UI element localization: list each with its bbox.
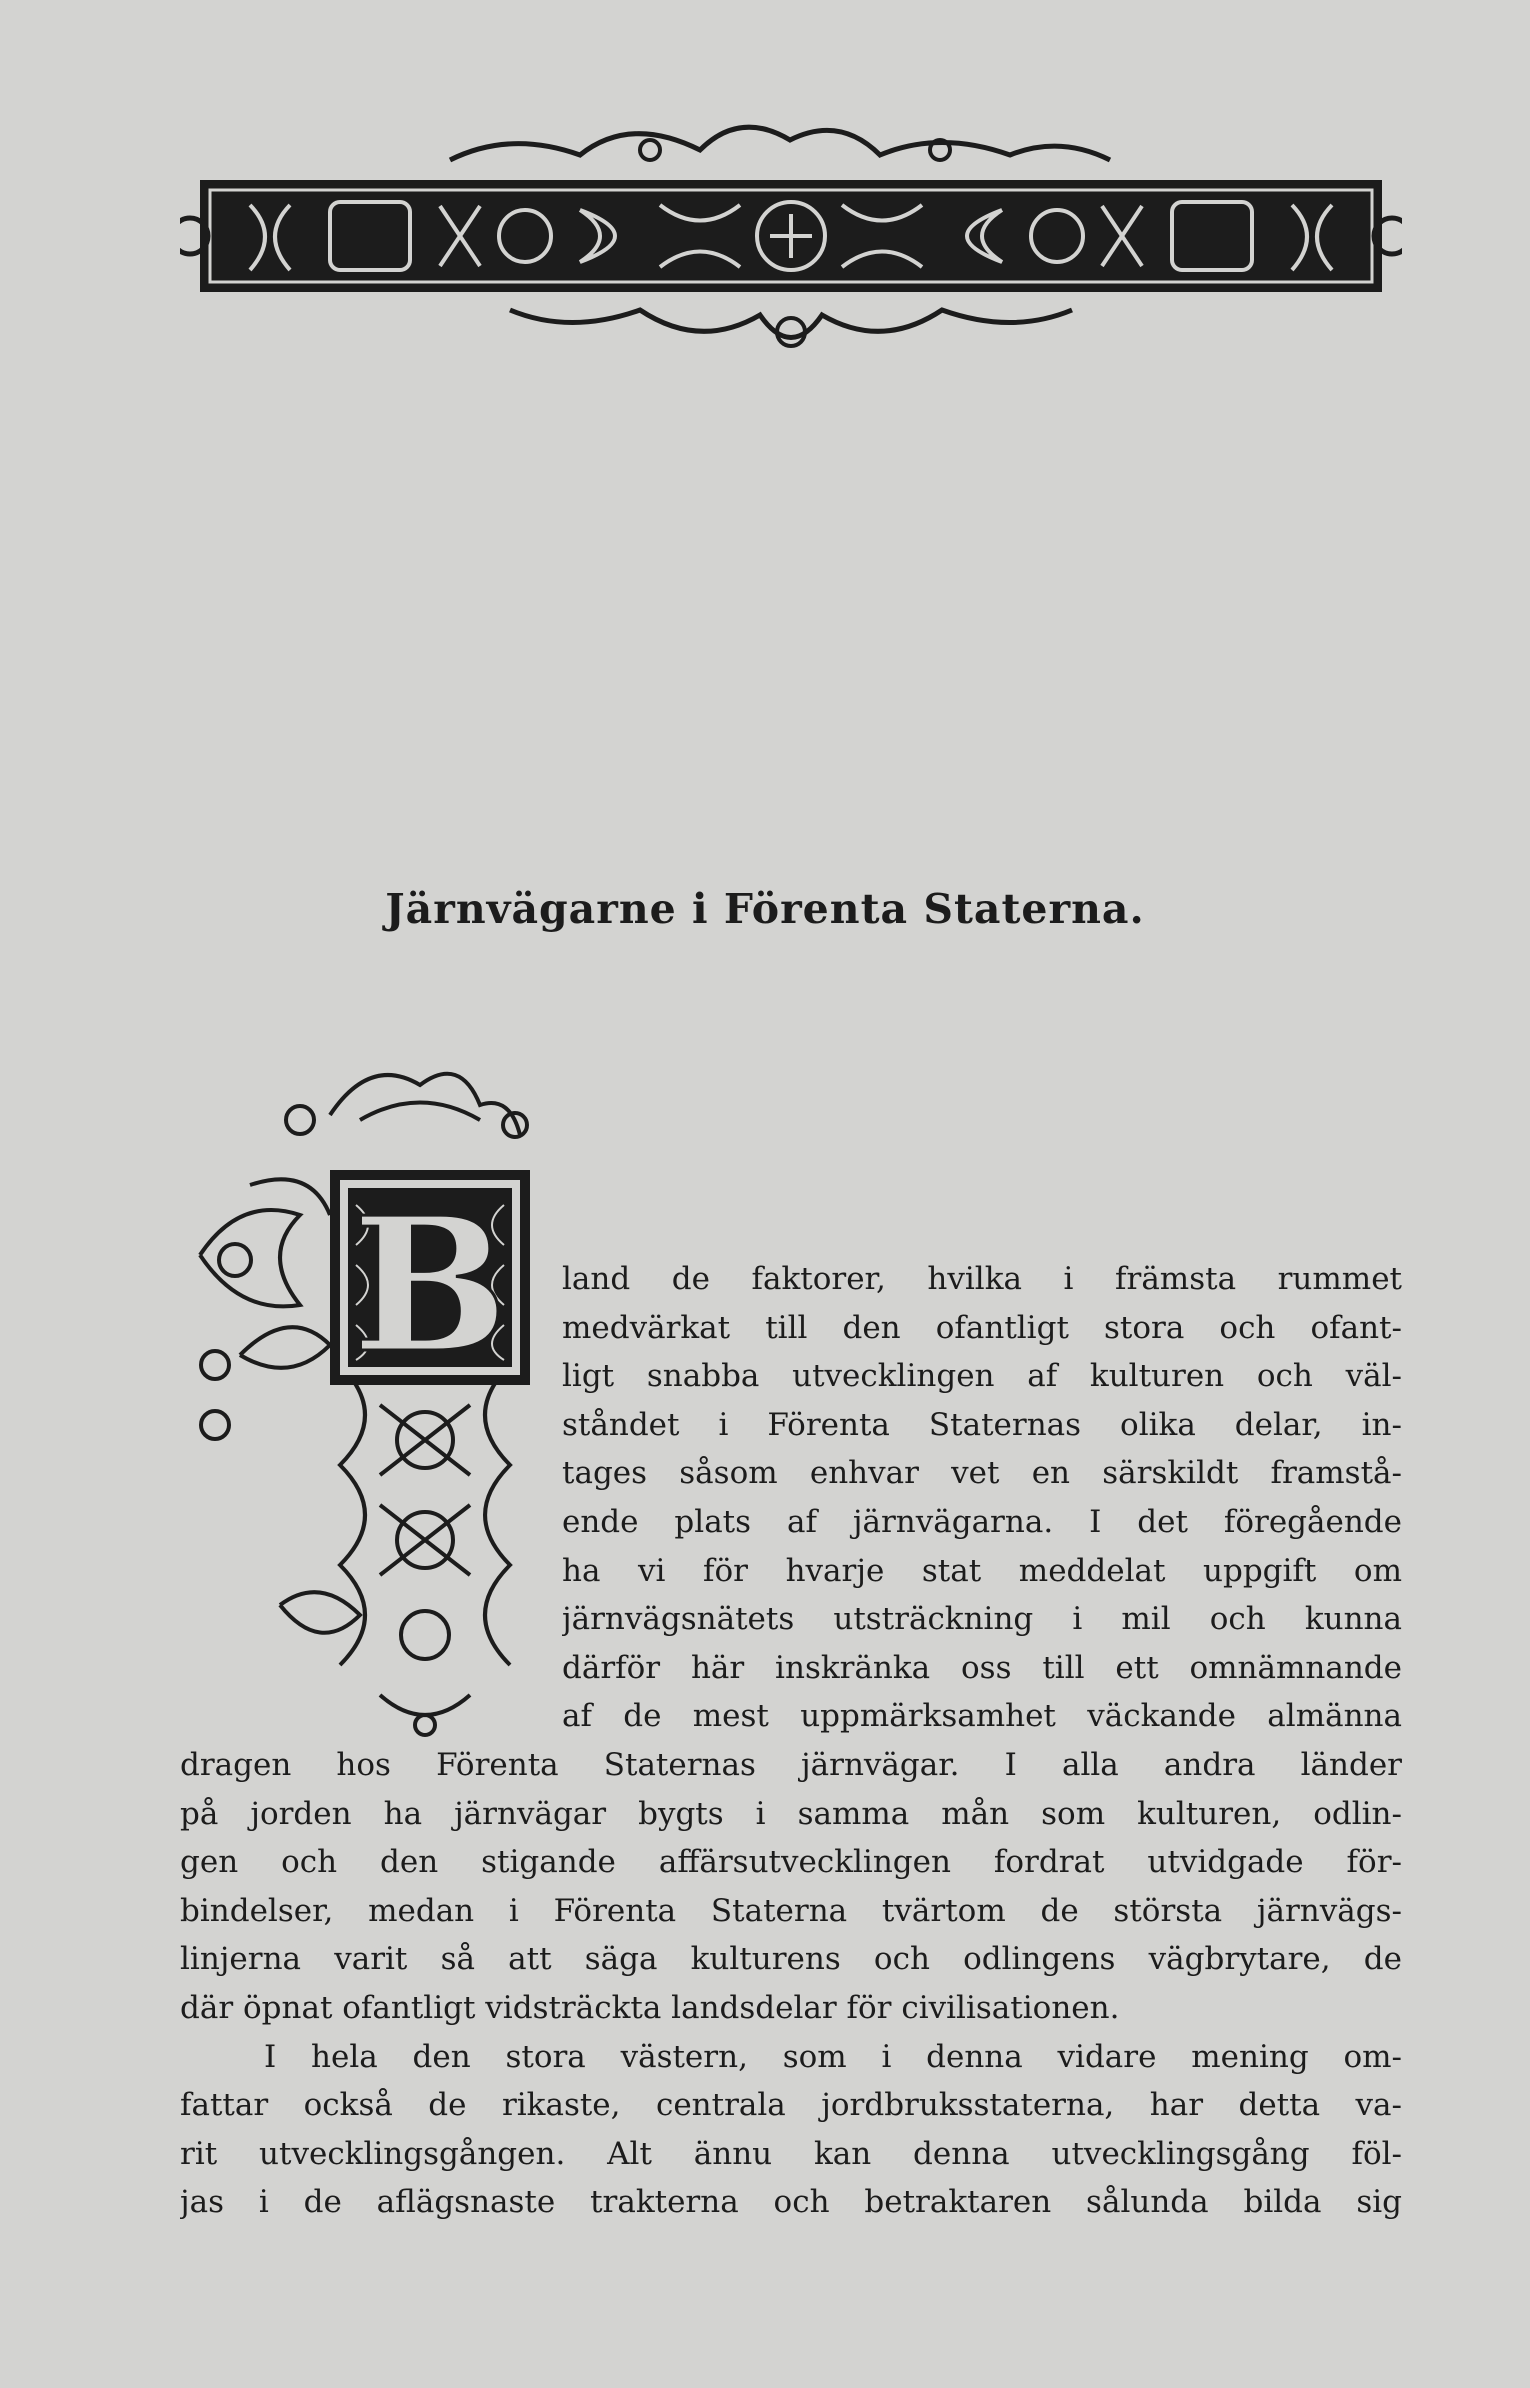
paragraph-line: rit utvecklingsgången. Alt ännu kan denna utvecklingsgång föl- [180, 2135, 1402, 2172]
paragraph-line: fattar också de rikaste, centrala jordbruksstaterna, har detta va- [180, 2087, 1402, 2124]
text-line: land de faktorer, hvilka i främsta rummet [562, 1261, 1402, 1297]
text-line: därför här inskränka oss till ett omnämnande [562, 1649, 1402, 1686]
decorative-initial [180, 1045, 560, 1745]
chapter-title: Järnvägarne i Förenta Staterna. [385, 885, 1145, 933]
paragraph-line: I hela den stora västern, som i denna vidare mening om- [264, 2038, 1402, 2075]
text-line: där öpnat ofantligt vidsträckta landsdelar för civilisationen. [180, 1989, 1120, 2026]
side-text-block [562, 1255, 1402, 1741]
text-line: ende plats af järnvägarna. I det föregående [562, 1503, 1402, 1540]
text-line: järnvägsnätets utsträckning i mil och kunna [562, 1601, 1402, 1638]
text-line: bindelser, medan i Förenta Staterna tvärtom de största järnvägs- [180, 1892, 1402, 1929]
text-line: ligt snabba utvecklingen af kulturen och väl- [562, 1358, 1402, 1395]
drop-cap-letter: B [351, 1176, 509, 1394]
paragraph-line: jas i de aflägsnaste trakterna och betraktaren sålunda bilda sig [180, 2184, 1402, 2221]
text-line: linjerna varit så att säga kulturens och odlingens vägbrytare, de [180, 1941, 1402, 1978]
text-line: medvärkat till den ofantligt stora och ofant- [562, 1309, 1402, 1346]
text-line: ha vi för hvarje stat meddelat uppgift om [562, 1552, 1402, 1589]
main-text-block [180, 1741, 1402, 2227]
text-line: gen och den stigande affärsutvecklingen fordrat utvidgade för- [180, 1844, 1402, 1881]
text-line: ståndet i Förenta Staternas olika delar, in- [562, 1406, 1402, 1443]
text-line: dragen hos Förenta Staternas järnvägar. I alla andra länder [180, 1747, 1402, 1783]
header-ornament [180, 110, 1402, 360]
text-line: af de mest uppmärksamhet väckande almänna [562, 1698, 1402, 1735]
text-line: tages såsom enhvar vet en särskildt framstå- [562, 1455, 1402, 1492]
text-line: på jorden ha järnvägar bygts i samma mån som kulturen, odlin- [180, 1795, 1402, 1832]
